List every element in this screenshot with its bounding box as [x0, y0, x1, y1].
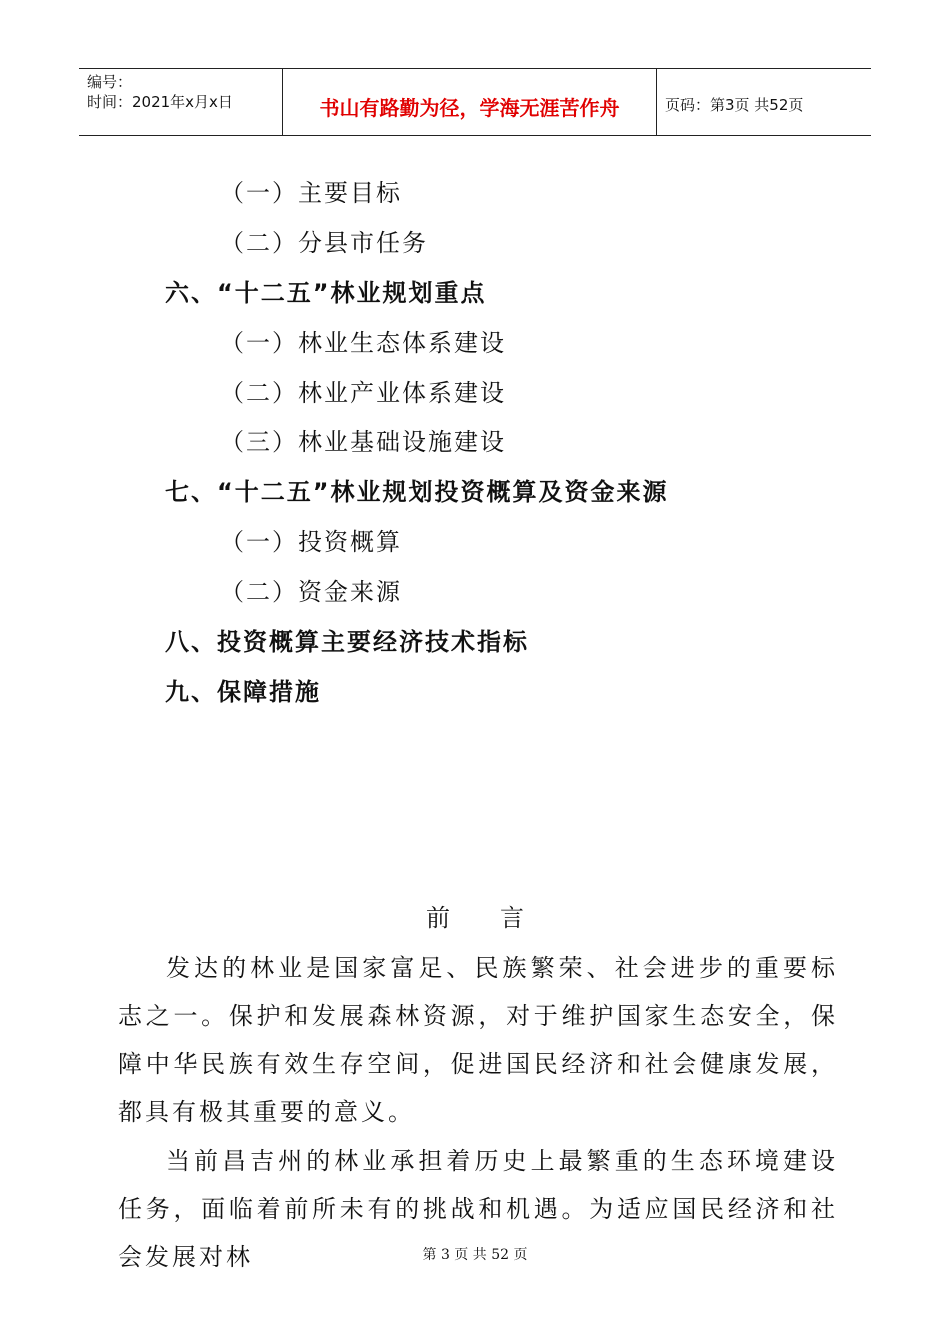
toc-item: （三）林业基础设施建设 [220, 428, 506, 456]
toc-item: （一）林业生态体系建设 [220, 329, 506, 357]
preface-paragraph: 发达的林业是国家富足、民族繁荣、社会进步的重要标志之一。保护和发展森林资源，对于维护国家生态安全，保障中华民族有效生存空间，促进国民经济和社会健康发展，都具有极其重要的意义。 [118, 954, 838, 1126]
toc-section: 八、投资概算主要经济技术指标 [165, 628, 529, 656]
toc-item: （一）投资概算 [220, 528, 402, 556]
toc-item: （二）分县市任务 [220, 229, 428, 257]
toc-section: 九、保障措施 [165, 678, 321, 706]
header-info-cell [79, 69, 282, 135]
header-motto-cell [282, 69, 657, 135]
document-number-label: 编号： [87, 73, 133, 91]
document-time-label: 时间：2021年x月x日 [87, 93, 233, 111]
toc-section: 六、“十二五”林业规划重点 [165, 279, 487, 307]
toc-section: 七、“十二五”林业规划投资概算及资金来源 [165, 478, 669, 506]
header-page-code: 页码：第3页 共52页 [665, 96, 804, 114]
toc-item: （二）林业产业体系建设 [220, 379, 506, 407]
preface-title: 前言 [426, 904, 574, 932]
page-footer: 第 3 页 共 52 页 [422, 1247, 528, 1263]
toc-item: （一）主要目标 [220, 179, 402, 207]
header-table [79, 68, 871, 136]
header-motto: 书山有路勤为径，学海无涯苦作舟 [319, 96, 620, 120]
preface-paragraph: 当前昌吉州的林业承担着历史上最繁重的生态环境建设任务，面临着前所未有的挑战和机遇。为适应国民经济和社会发展对林 [118, 1147, 838, 1271]
toc-item: （二）资金来源 [220, 578, 402, 606]
header-page-cell [655, 69, 871, 135]
